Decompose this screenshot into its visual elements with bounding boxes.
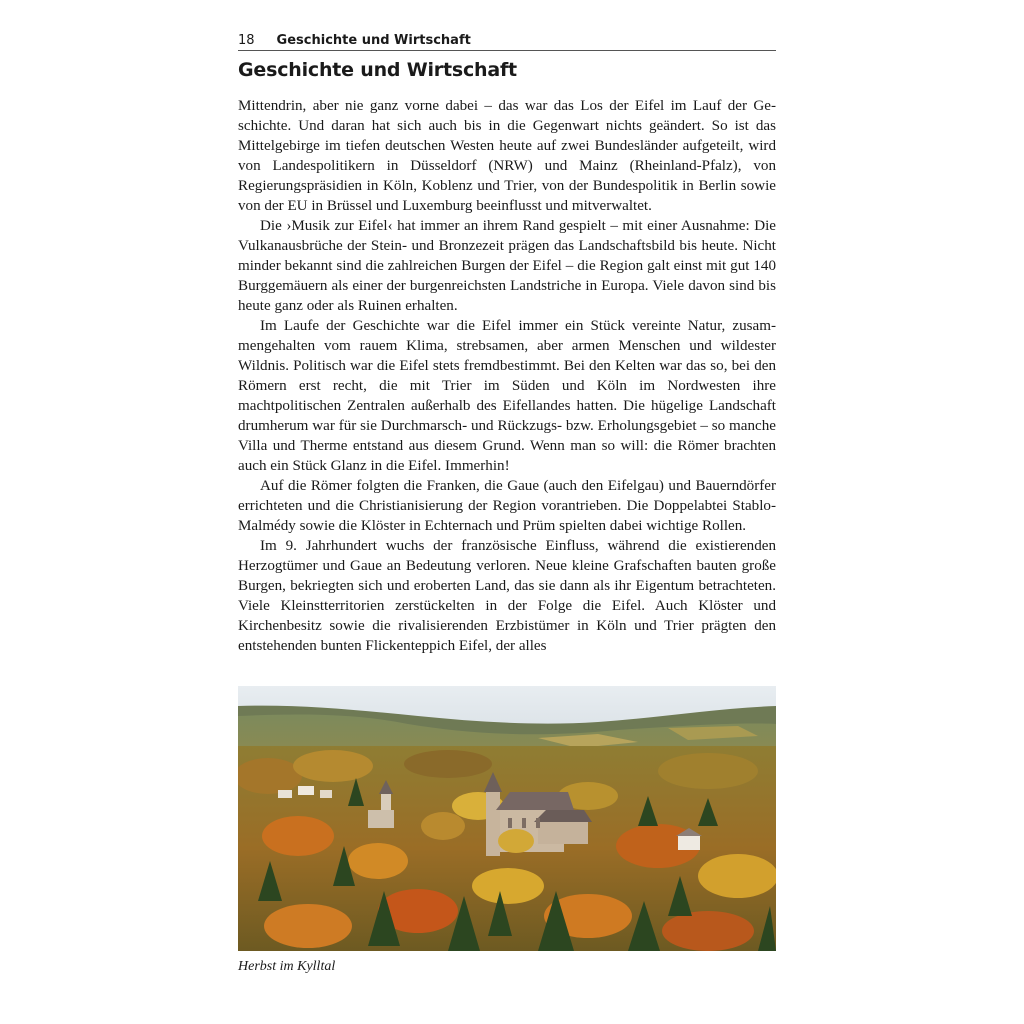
photo-illustration [238, 686, 776, 951]
body-text [238, 96, 776, 656]
tree-amber [421, 812, 465, 840]
paragraph: Im 9. Jahrhundert wuchs der französische Einfluss, während die existierenden Herzogtümer und Gaue an Bedeutung verloren. Neue kleine Grafschaften bauten große Burgen, bekriegten sich und eroberten Land, das sie dann als ihr Eigentum betrachteten. Viele Kleinstterritorien zerstückelten in der Folge die Eifel. Auch Klöster und Kirchenbesitz sowie die rivalisierenden Erzbistümer in Köln und Trier prägten den entstehenden bunten Flickenteppich Eifel, der alles [238, 538, 776, 654]
paragraph: Die ›Musik zur Eifel‹ hat immer an ihrem Rand gespielt – mit einer Ausnahme: Die Vulkanausbrüche der Stein- und Bronzezeit prägen das Landschaftsbild bis heute. Nicht minder bekannt sind die zahlreichen Burgen der Eifel – die Region galt einst mit gut 140 Burggemäuern als einer der burgenreichsten Landstriche in Europa. Viele davon sind bis heute ganz oder als Ruinen erhalten. [238, 218, 776, 314]
page-number: 18 [238, 33, 255, 48]
paragraph: Mittendrin, aber nie ganz vorne dabei – das war das Los der Eifel im Lauf der Geschichte. Und daran hat sich auch bis in die Gegenwart nichts geändert. So ist das Mittelgebirge im tiefen deutschen Westen heute auf zwei Bundesländer aufgeteilt, wird von Landespolitikern in Düsseldorf (NRW) und Mainz (Rheinland-Pfalz), von Regierungspräsidien in Köln, Koblenz und Trier, von der Bundespolitik in Berlin sowie von der EU in Brüssel und Luxemburg beeinflusst und mitverwaltet. [238, 98, 776, 214]
paragraph: Auf die Römer folgten die Franken, die Gaue (auch den Eifelgau) und Bauerndörfer errichteten und die Christianisierung der Region vorantrieben. Die Doppelabtei Stablo-Malmédy sowie die Klöster in Echternach und Prüm spielten dabei wichtige Rollen. [238, 478, 776, 534]
paragraph: Im Laufe der Geschichte war die Eifel immer ein Stück vereinte Natur, zusammengehalten vom rauem Klima, strebsamen, aber armen Menschen und wildester Wildnis. Politisch war die Eifel stets fremdbestimmt. Bei den Kelten war das so, bei den Römern erst recht, die mit Trier im Süden und Köln im Nordwesten ihre machtpolitischen Zentralen außerhalb des Eifellandes hatten. Die hügelige Landschaft drumherum war für sie Durchmarsch- und Rückzugs- bzw. Erholungsgebiet – so manche Villa und Therme entstand aus diesem Grund. Wenn man so will: die Römer brachten auch ein Stück Glanz in die Eifel. Immerhin! [238, 318, 776, 474]
photo-caption: Herbst im Kylltal [238, 959, 336, 974]
tree-yellow [498, 829, 534, 853]
running-header [238, 31, 776, 51]
autumn-valley-photo [238, 686, 776, 951]
running-title: Geschichte und Wirtschaft [276, 33, 471, 48]
section-title: Geschichte und Wirtschaft [238, 59, 517, 81]
